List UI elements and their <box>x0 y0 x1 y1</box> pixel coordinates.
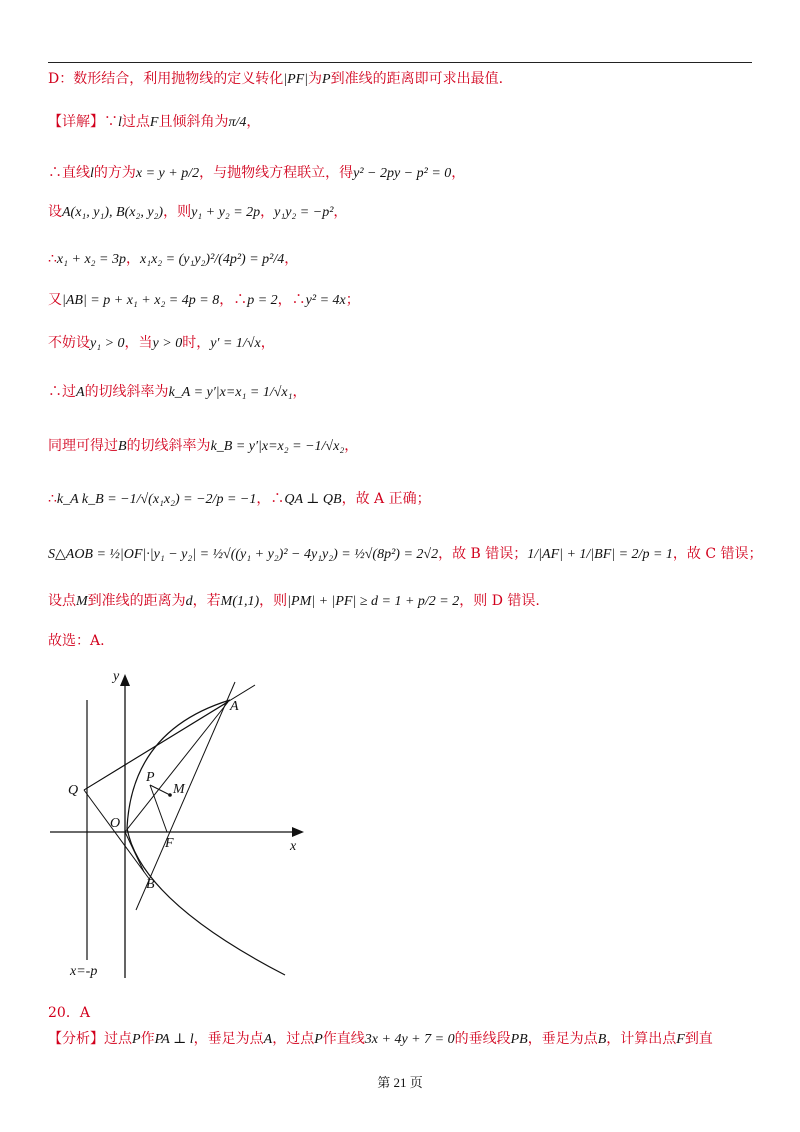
parabola-figure <box>40 660 320 990</box>
segment-QA <box>84 702 228 790</box>
label-O: O <box>110 816 121 831</box>
parabola-curve <box>127 700 285 975</box>
tangent-QB <box>84 790 150 880</box>
label-A: A <box>230 699 239 714</box>
text-line-6: 又|AB| = p + x₁ + x₂ = 4p = 8，∴p = 2，∴y² = 4x； <box>48 292 360 308</box>
point-M <box>168 793 172 797</box>
question-number: 20．A <box>48 1005 90 1021</box>
text-line-1: D：数形结合，利用抛物线的定义转化|PF|为P到准线的距离即可求出最值. <box>48 71 504 87</box>
y-axis-arrow <box>120 674 130 686</box>
x-axis-arrow <box>292 827 304 837</box>
label-directrix: x=-p <box>70 964 98 979</box>
page-number: 第 21 页 <box>377 1075 423 1090</box>
text-line-8: ∴过A的切线斜率为k_A = y′|x=x₁ = 1/√x₁， <box>48 384 307 400</box>
text-line-10: ∴k_A k_B = −1/√(x₁x₂) = −2/p = −1，∴QA ⊥ QB，故 A 正确； <box>48 491 431 507</box>
label-M: M <box>173 782 185 797</box>
label-F: F <box>165 836 174 851</box>
text-line-3: ∴直线l的方为x = y + p/2，与抛物线方程联立，得y² − 2py − p² = 0， <box>48 165 466 181</box>
chord-OA <box>125 702 228 832</box>
text-line-2: 【详解】∵l过点F且倾斜角为π/4， <box>48 114 261 130</box>
text-line-13: 故选：A. <box>48 633 105 649</box>
label-B: B <box>146 877 155 892</box>
chord-OB <box>125 832 144 872</box>
text-line-9: 同理可得过B的切线斜率为k_B = y′|x=x₂ = −1/√x₂， <box>48 438 359 454</box>
text-line-4: 设A(x₁, y₁), B(x₂, y₂)，则y₁ + y₂ = 2p，y₁y₂ = −p²， <box>48 204 348 220</box>
label-y: y <box>113 669 120 684</box>
text-line-12: 设点M到准线的距离为d，若M(1,1)，则|PM| + |PF| ≥ d = 1 + p/2 = 2，则 D 错误. <box>48 593 540 609</box>
line-l <box>136 682 235 910</box>
label-x: x <box>290 839 297 854</box>
label-P: P <box>146 770 155 785</box>
text-line-5: ∴x₁ + x₂ = 3p，x₁x₂ = (y₁y₂)²/(4p²) = p²/4， <box>48 251 299 267</box>
text-line-15: 【分析】过点P作PA ⊥ l，垂足为点A，过点P作直线3x + 4y + 7 = 0的垂线段PB，垂足为点B，计算出点F到直 <box>48 1031 713 1047</box>
text-line-11: S△AOB = ½|OF|·|y₁ − y₂| = ½√((y₁ + y₂)² − 4y₁y₂) = ½√(8p²) = 2√2，故 B 错误；1/|AF| + 1/|BF| = 2/p = 1，故 C 错误； <box>48 546 763 562</box>
label-Q: Q <box>68 783 79 798</box>
header-rule <box>48 62 752 63</box>
text-line-7: 不妨设y₁ > 0，当y > 0时，y′ = 1/√x， <box>48 335 275 351</box>
